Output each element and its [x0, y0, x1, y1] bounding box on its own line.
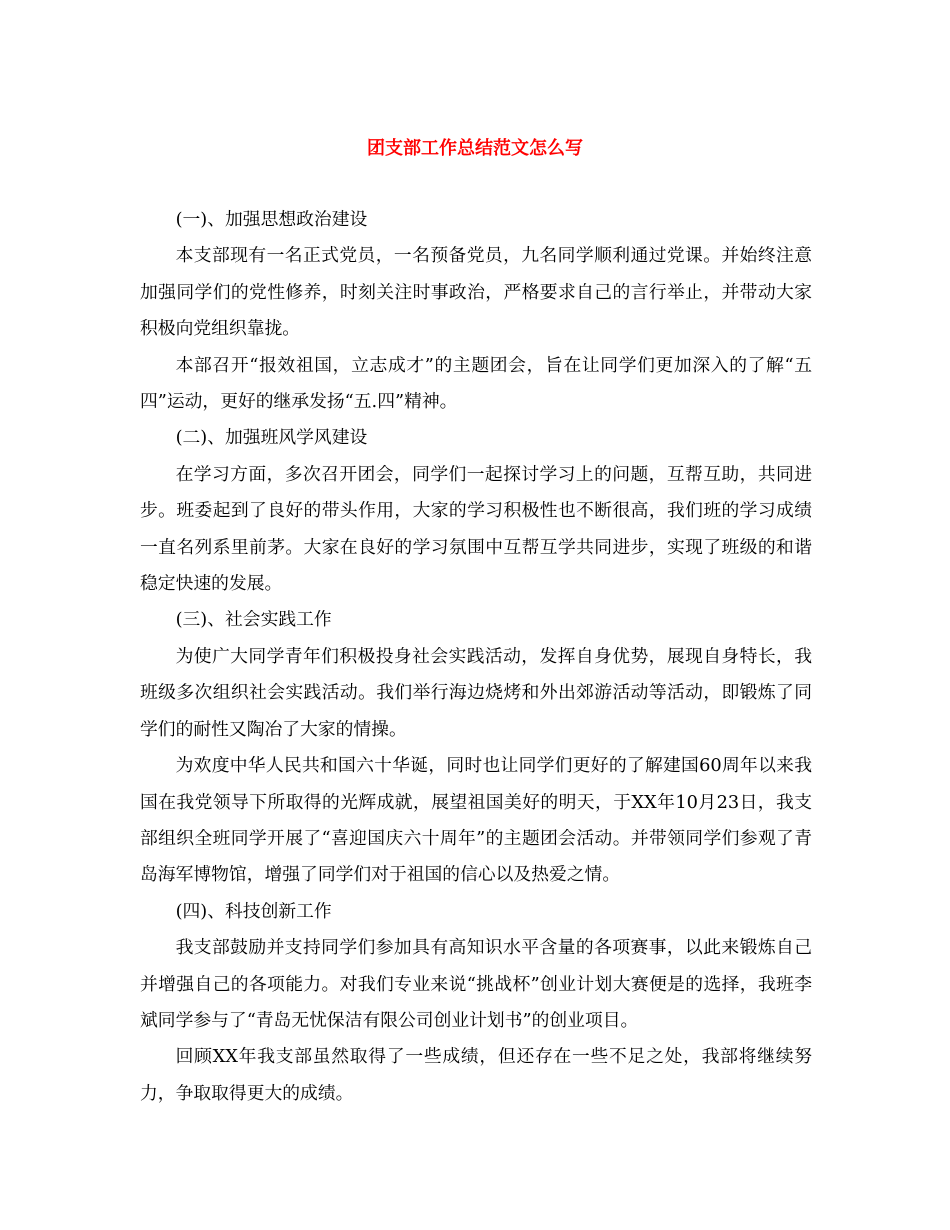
document-body — [140, 202, 812, 1112]
paragraph: 为欢度中华人民共和国六十华诞，同时也让同学们更好的了解建国60周年以来我国在我党领导下所取得的光辉成就，展望祖国美好的明天，于XX年10月23日，我支部组织全班同学开展了“喜迎国庆六十周年”的主题团会活动。并带领同学们参观了青岛海军博物馆，增强了同学们对于祖国的信心以及热爱之情。 — [140, 755, 812, 886]
section-heading: (三)、社会实践工作 — [175, 609, 332, 631]
section-heading: (四)、科技创新工作 — [175, 900, 332, 922]
paragraph: 本部召开“报效祖国，立志成才”的主题团会，旨在让同学们更加深入的了解“五四”运动，更好的继承发扬“五.四”精神。 — [140, 354, 812, 413]
document-title: 团支部工作总结范文怎么写 — [367, 138, 583, 159]
paragraph: 本支部现有一名正式党员，一名预备党员，九名同学顺利通过党课。并始终注意加强同学们的党性修养，时刻关注时事政治，严格要求自己的言行举止，并带动大家积极向党组织靠拢。 — [140, 245, 812, 340]
paragraph: 我支部鼓励并支持同学们参加具有高知识水平含量的各项赛事，以此来锻炼自己并增强自己的各项能力。对我们专业来说“挑战杯”创业计划大赛便是的选择，我班李斌同学参与了“青岛无忧保洁有限公司创业计划书”的创业项目。 — [140, 937, 812, 1031]
paragraph: 在学习方面，多次召开团会，同学们一起探讨学习上的问题，互帮互助，共同进步。班委起到了良好的带头作用，大家的学习积极性也不断很高，我们班的学习成绩一直名列系里前茅。大家在良好的学习氛围中互帮互学共同进步，实现了班级的和谐稳定快速的发展。 — [140, 463, 812, 595]
section-heading: (一)、加强思想政治建设 — [175, 209, 368, 230]
paragraph: 回顾XX年我支部虽然取得了一些成绩，但还存在一些不足之处，我部将继续努力，争取取得更大的成绩。 — [140, 1046, 812, 1104]
paragraph: 为使广大同学青年们积极投身社会实践活动，发挥自身优势，展现自身特长，我班级多次组织社会实践活动。我们举行海边烧烤和外出郊游活动等活动，即锻炼了同学们的耐性又陶冶了大家的情操。 — [140, 645, 812, 740]
section-heading: (二)、加强班风学风建设 — [175, 427, 368, 449]
